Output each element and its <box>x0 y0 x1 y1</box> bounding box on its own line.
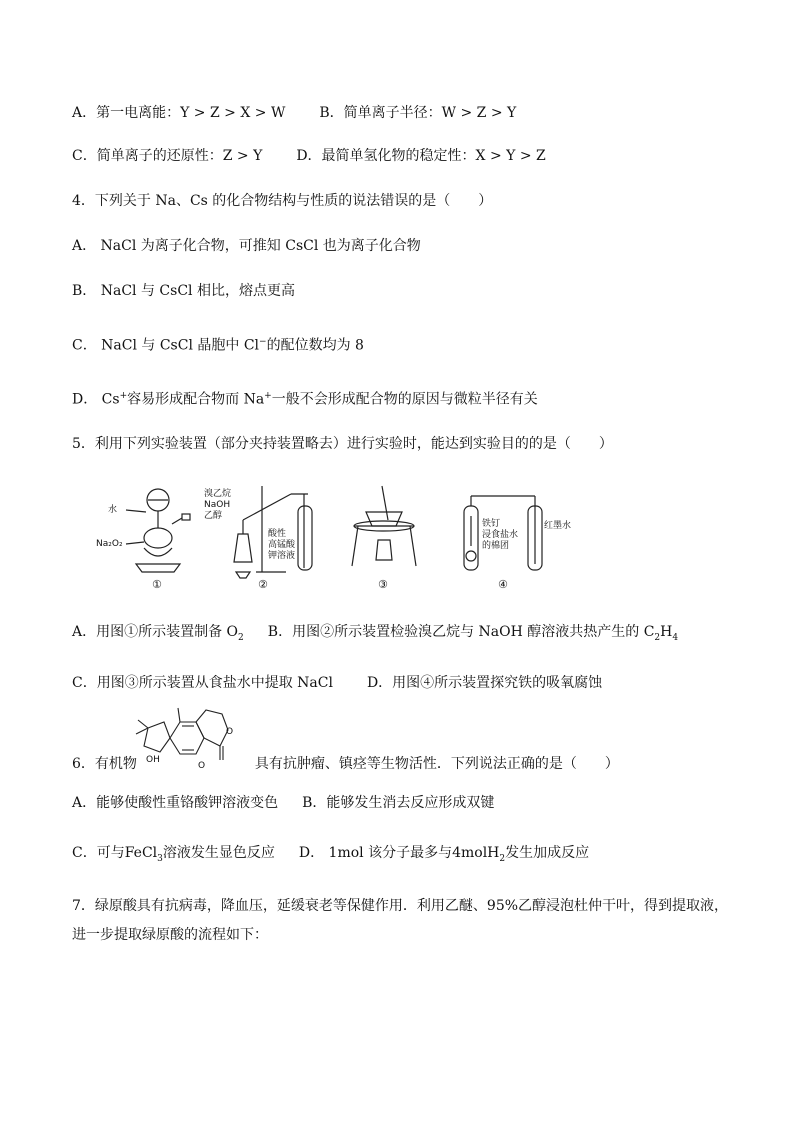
fig4-label-right1: 红墨水 <box>544 521 572 531</box>
q4-option-a: A． NaCl 为离子化合物，可推知 CsCl 也为离子化合物 <box>72 238 421 254</box>
fig2-label-line1: 溴乙烷 <box>204 489 232 499</box>
q4-option-b: B． NaCl 与 CsCl 相比，熔点更高 <box>72 283 295 299</box>
q4-stem: 4．下列关于 Na、Cs 的化合物结构与性质的说法错误的是（ ） <box>72 193 493 209</box>
q5-options-row-1 <box>72 622 678 648</box>
q5-option-c: C．用图③所示装置从食盐水中提取 NaCl <box>72 675 333 691</box>
q5-options-row-2 <box>72 673 602 693</box>
fig1-number: ① <box>152 578 162 591</box>
q3-option-d: D．最简单氢化物的稳定性：X > Y > Z <box>296 148 546 164</box>
q6-option-b: B．能够发生消去反应形成双键 <box>302 795 495 811</box>
figure-4-apparatus <box>464 496 571 591</box>
q5-apparatus-figures <box>96 476 596 594</box>
fig1-label-water: 水 <box>108 505 118 515</box>
q3-options-row-2 <box>72 146 546 166</box>
q6-option-a: A．能够使酸性重铬酸钾溶液变色 <box>72 795 279 811</box>
q5-stem: 5．利用下列实验装置（部分夹持装置略去）进行实验时，能达到实验目的的是（ ） <box>72 436 613 452</box>
fig2-label-right2: 高锰酸 <box>268 540 296 550</box>
figure-3-apparatus <box>352 486 416 591</box>
q3-option-a: A．第一电离能：Y > Z > X > W <box>72 105 286 121</box>
q4-option-c: C． NaCl 与 CsCl 晶胞中 Cl−的配位数均为 8 <box>72 337 364 354</box>
fig1-label-reagent: Na₂O₂ <box>96 539 123 549</box>
fig2-label-right1: 酸性 <box>268 529 287 539</box>
fig4-label-line1: 铁钉 <box>482 519 501 529</box>
q6-option-c: C．可与FeCl$_3$溶液发生显色反应 <box>72 845 275 864</box>
q6-option-d: D． 1mol 该分子最多与4molH$_2$发生加成反应 <box>298 845 590 864</box>
mol-oh-label: OH <box>146 755 160 765</box>
q5-option-b: B．用图②所示装置检验溴乙烷与 NaOH 醇溶液共热产生的 $C_2H_4$ <box>267 624 679 643</box>
q7-stem-line-2: 进一步提取绿原酸的流程如下： <box>72 927 268 943</box>
q3-options-row-1 <box>72 103 516 123</box>
fig2-label-line2: NaOH <box>204 500 231 510</box>
q3-option-b: B．简单离子半径：W > Z > Y <box>319 105 517 121</box>
q6-stem: 6．有机物 具有抗肿瘤、镇痉等生物活性．下列说法正确的是（ ） <box>72 756 619 772</box>
fig3-number: ③ <box>378 578 388 591</box>
fig4-label-line3: 的棉团 <box>482 541 510 551</box>
fig4-number: ④ <box>498 578 508 591</box>
fig2-label-line3: 乙醇 <box>204 511 223 521</box>
fig4-label-line2: 浸食盐水 <box>482 530 519 540</box>
q5-option-a: A．用图①所示装置制备 $O_2$ <box>72 624 244 643</box>
mol-ring-o-label: O <box>226 727 234 737</box>
q6-options-row-1 <box>72 793 494 813</box>
mol-carbonyl-o-label: O <box>198 761 206 770</box>
q6-options-row-2 <box>72 843 589 869</box>
q5-option-d: D．用图④所示装置探究铁的吸氧腐蚀 <box>366 675 603 691</box>
q3-option-c: C．简单离子的还原性：Z > Y <box>72 148 263 164</box>
figure-2-apparatus <box>204 486 312 591</box>
figure-1-apparatus <box>96 489 190 591</box>
fig2-label-right3: 钾溶液 <box>268 551 296 561</box>
fig2-number: ② <box>258 578 268 591</box>
q4-option-d: D． Cs+容易形成配合物而 Na+一般不会形成配合物的原因与微粒半径有关 <box>72 391 538 408</box>
q7-stem-line-1: 7．绿原酸具有抗病毒，降血压，延缓衰老等保健作用．利用乙醚、95%乙醇浸泡杜仲干叶，得到提取液， <box>72 898 729 914</box>
